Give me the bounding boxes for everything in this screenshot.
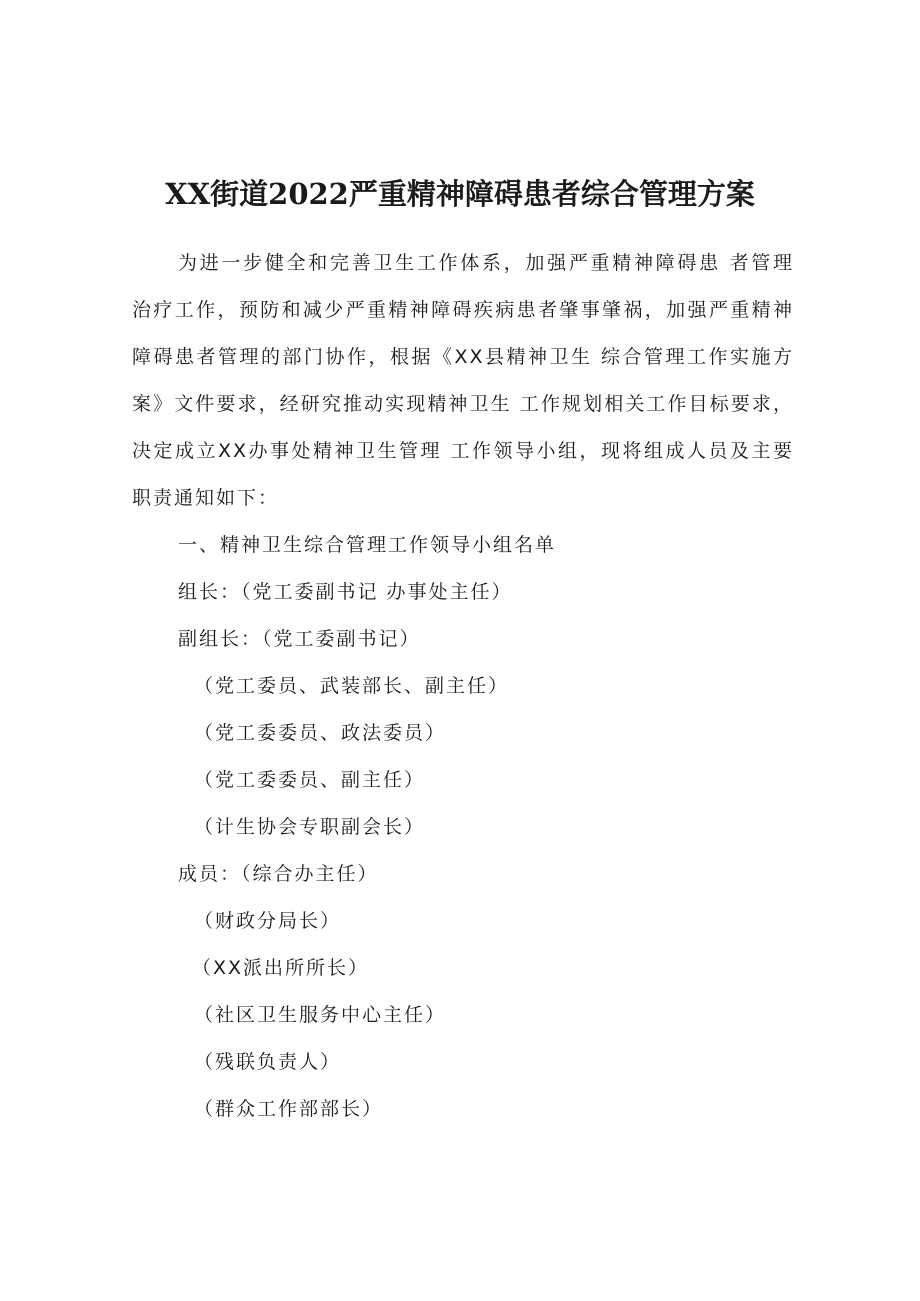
deputy-item: （党工委委员、政法委员） — [194, 722, 447, 744]
document-body — [132, 240, 794, 1133]
member-item: （群众工作部部长） — [194, 1098, 384, 1120]
deputy-item: （党工委委员、副主任） — [194, 769, 426, 791]
leader-line: 组长：（党工委副书记 办事处主任） — [178, 581, 513, 603]
intro-paragraph: 为进一步健全和完善卫生工作体系，加强严重精神障碍患 者管理治疗工作，预防和减少严重精神障碍疾病患者肇事肇祸，加强严重精神障碍患者管理的部门协作，根据《XX县精神卫生 综合管理工作实施方案》文件要求，经研究推动实现精神卫生 工作规划相关工作目标要求，决定成立XX办事处精神卫生管理 工作领导小组，现将组成人员及主要职责通知如下： — [132, 252, 794, 509]
member-item: （社区卫生服务中心主任） — [194, 1004, 447, 1026]
deputy-item: （计生协会专职副会长） — [194, 816, 426, 838]
deputy-item: （党工委员、武装部长、副主任） — [194, 675, 510, 697]
members-line: 成员：（综合办主任） — [178, 863, 379, 885]
document-title: XX街道2022严重精神障碍患者综合管理方案 — [165, 177, 755, 211]
member-item: （XX派出所所长） — [192, 957, 370, 979]
member-item: （财政分局长） — [194, 910, 342, 932]
deputy-leader-line: 副组长：（党工委副书记） — [178, 628, 421, 650]
member-item: （残联负责人） — [194, 1051, 342, 1073]
section-heading: 一、精神卫生综合管理工作领导小组名单 — [178, 534, 557, 556]
